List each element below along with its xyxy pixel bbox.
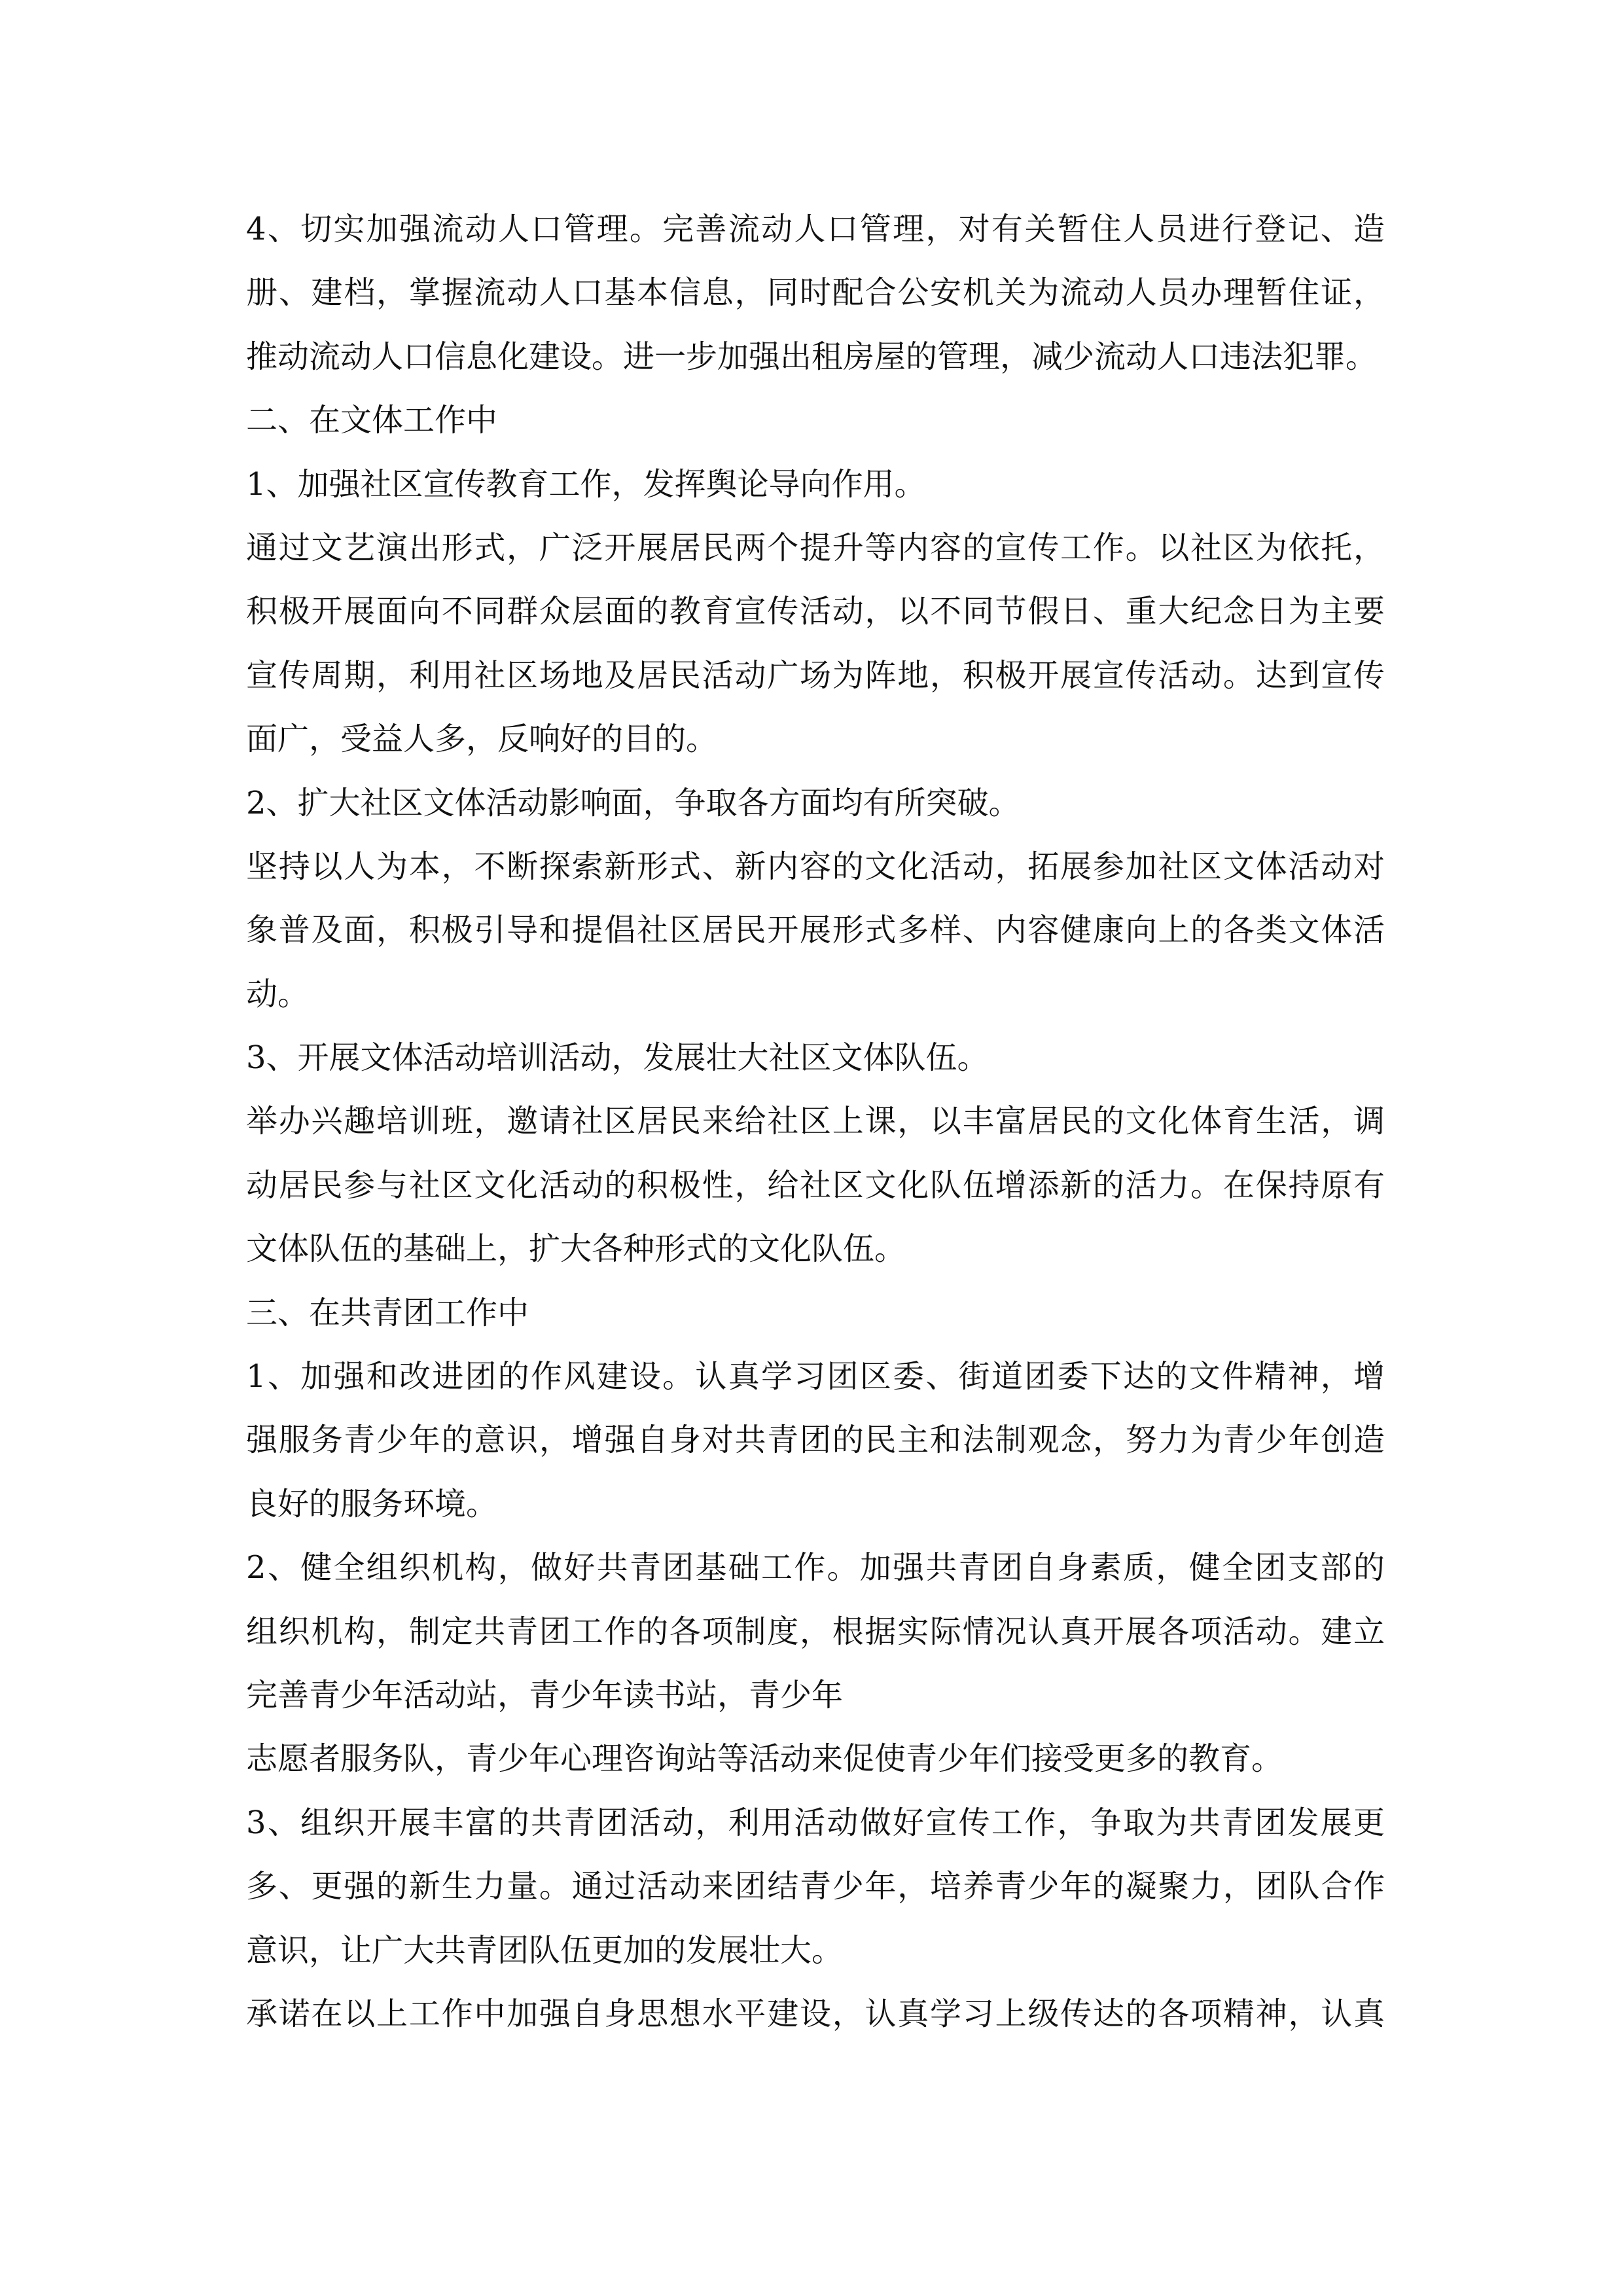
text-line: 推动流动人口信息化建设。进一步加强出租房屋的管理，减少流动人口违法犯罪。 xyxy=(246,338,1378,375)
section-heading xyxy=(246,1282,1385,1345)
text-line: 1、加强社区宣传教育工作，发挥舆论导向作用。 xyxy=(246,465,926,503)
text-line: 志愿者服务队，青少年心理咨询站等活动来促使青少年们接受更多的教育。 xyxy=(246,1740,1283,1778)
text-line: 象普及面，积极引导和提倡社区居民开展形式多样、内容健康向上的各类文体活 xyxy=(246,912,1385,949)
text-line: 强服务青少年的意识，增强自身对共青团的民主和法制观念，努力为青少年创造 xyxy=(246,1422,1385,1459)
text-line: 通过文艺演出形式，广泛开展居民两个提升等内容的宣传工作。以社区为依托， xyxy=(246,529,1385,566)
paragraph xyxy=(246,1982,1385,2046)
text-line: 宣传周期，利用社区场地及居民活动广场为阵地，积极开展宣传活动。达到宣传 xyxy=(246,656,1385,694)
paragraph xyxy=(246,198,1385,389)
text-line: 完善青少年活动站，青少年读书站，青少年 xyxy=(246,1676,844,1713)
text-line: 动。 xyxy=(246,975,310,1013)
paragraph xyxy=(246,1727,1385,1791)
paragraph xyxy=(246,1536,1385,1727)
section-heading xyxy=(246,389,1385,452)
text-line: 4、切实加强流动人口管理。完善流动人口管理，对有关暂住人员进行登记、造 xyxy=(246,211,1385,247)
item-heading xyxy=(246,1026,1385,1090)
text-line: 多、更强的新生力量。通过活动来团结青少年，培养青少年的凝聚力，团队合作 xyxy=(246,1868,1385,1905)
document-body xyxy=(246,198,1385,2046)
text-line: 意识，让广大共青团队伍更加的发展壮大。 xyxy=(246,1931,844,1969)
paragraph xyxy=(246,835,1385,1026)
text-line: 良好的服务环境。 xyxy=(246,1485,498,1522)
paragraph xyxy=(246,1345,1385,1536)
text-line: 3、开展文体活动培训活动，发展壮大社区文体队伍。 xyxy=(246,1039,989,1077)
text-line: 积极开展面向不同群众层面的教育宣传活动，以不同节假日、重大纪念日为主要 xyxy=(246,593,1385,630)
text-line: 1、加强和改进团的作风建设。认真学习团区委、街道团委下达的文件精神，增 xyxy=(246,1358,1385,1395)
text-line: 承诺在以上工作中加强自身思想水平建设，认真学习上级传达的各项精神，认真 xyxy=(246,1995,1385,2032)
paragraph xyxy=(246,1791,1385,1982)
text-line: 组织机构，制定共青团工作的各项制度，根据实际情况认真开展各项活动。建立 xyxy=(246,1613,1385,1650)
text-line: 2、扩大社区文体活动影响面，争取各方面均有所突破。 xyxy=(246,784,1020,821)
text-line: 3、组织开展丰富的共青团活动，利用活动做好宣传工作，争取为共青团发展更 xyxy=(246,1804,1385,1841)
text-line: 文体队伍的基础上，扩大各种形式的文化队伍。 xyxy=(246,1230,906,1268)
section-heading-text: 二、在文体工作中 xyxy=(246,402,498,439)
paragraph xyxy=(246,516,1385,772)
text-line: 坚持以人为本，不断探索新形式、新内容的文化活动，拓展参加社区文体活动对 xyxy=(246,848,1385,885)
text-line: 册、建档，掌握流动人口基本信息，同时配合公安机关为流动人员办理暂住证， xyxy=(246,274,1385,312)
text-line: 面广，受益人多，反响好的目的。 xyxy=(246,721,718,758)
text-line: 2、健全组织机构，做好共青团基础工作。加强共青团自身素质，健全团支部的 xyxy=(246,1549,1385,1587)
section-heading-text: 三、在共青团工作中 xyxy=(246,1294,529,1331)
item-heading xyxy=(246,772,1385,835)
paragraph xyxy=(246,1090,1385,1281)
text-line: 动居民参与社区文化活动的积极性，给社区文化队伍增添新的活力。在保持原有 xyxy=(246,1166,1385,1204)
text-line: 举办兴趣培训班，邀请社区居民来给社区上课，以丰富居民的文化体育生活，调 xyxy=(246,1103,1385,1140)
item-heading xyxy=(246,453,1385,516)
